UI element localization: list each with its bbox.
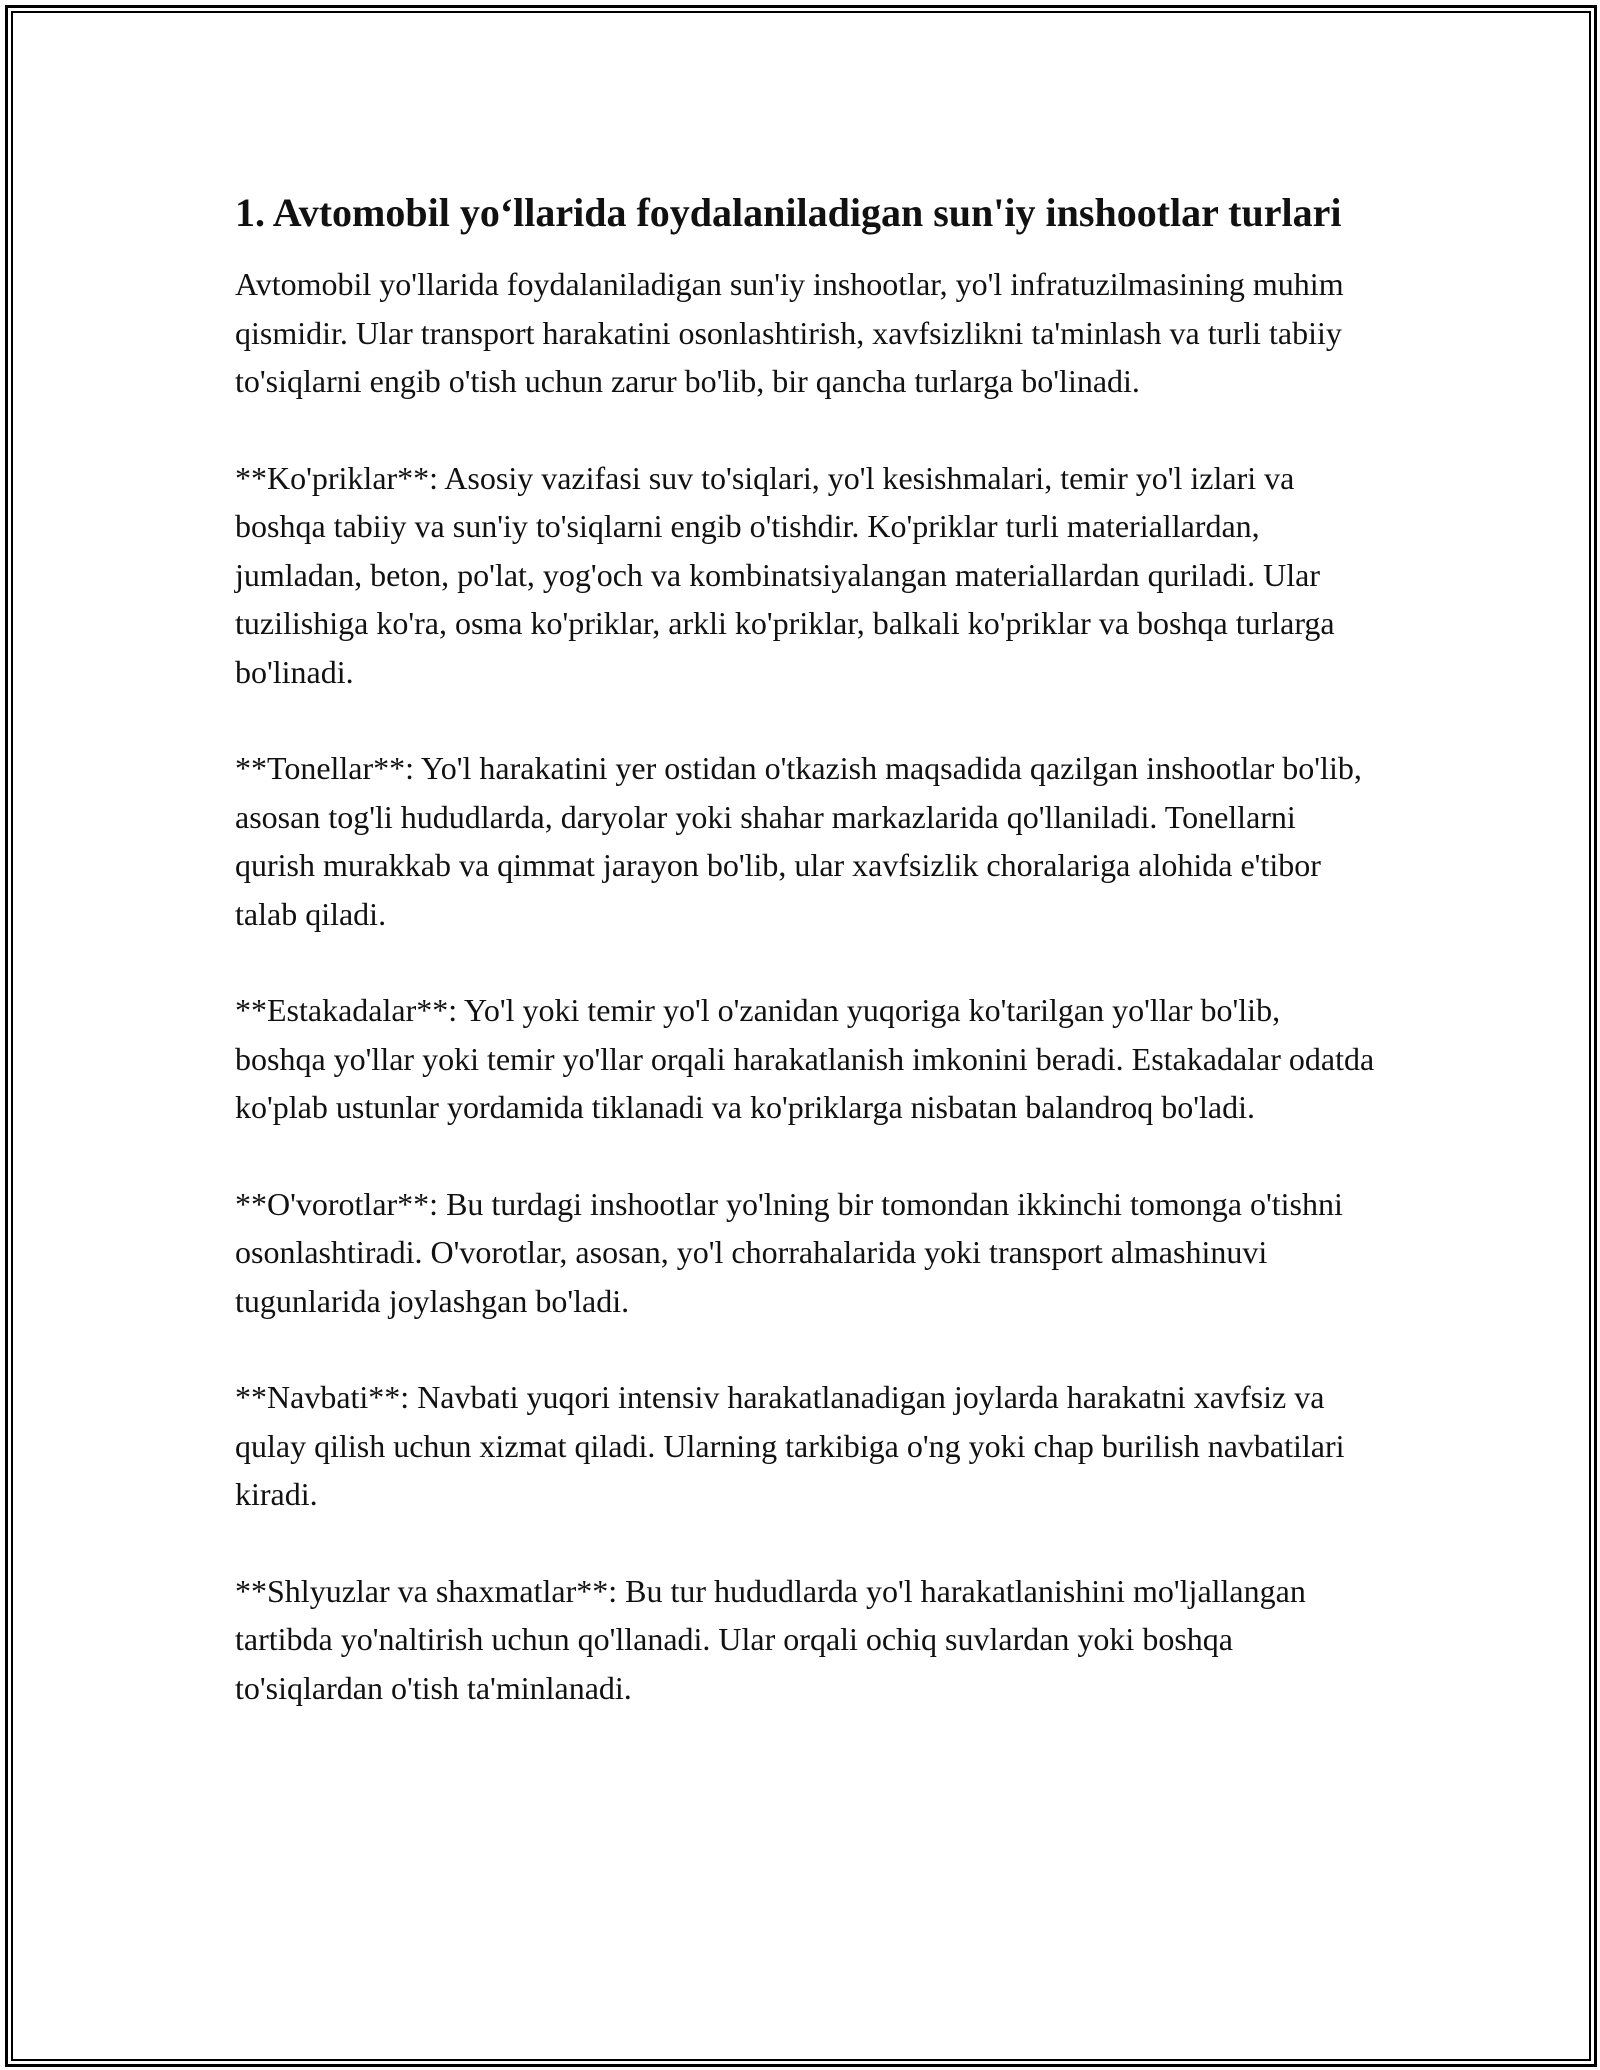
paragraph-queues: **Navbati**: Navbati yuqori intensiv harakatlanadigan joylarda harakatni xavfsiz va qulay qilish uchun xizmat qiladi. Ularning tarkibiga o'ng yoki chap burilish navbatilari kiradi. — [235, 1379, 1345, 1512]
document-body — [235, 186, 1375, 1760]
paragraph-bridges: **Ko'priklar**: Asosiy vazifasi suv to'siqlari, yo'l kesishmalari, temir yo'l izlari va boshqa tabiiy va sun'iy to'siqlarni engib o'tishdir. Ko'priklar turli materiallardan, jumladan, beton, po'lat, yog'och va kombinatsiyalangan materiallardan quriladi. Ular tuzilishiga ko'ra, osma ko'priklar, arkli ko'priklar, balkali ko'priklar va boshqa turlarga bo'linadi. — [235, 459, 1335, 690]
paragraph-tunnels: **Tonellar**: Yo'l harakatini yer ostidan o'tkazish maqsadida qazilgan inshootlar bo'lib, asosan tog'li hududlarda, daryolar yoki shahar markazlarida qo'llaniladi. Tonellarni qurish murakkab va qimmat jarayon bo'lib, ular xavfsizlik choralariga alohida e'tibor talab qiladi. — [235, 750, 1362, 932]
paragraph-intro: Avtomobil yo'llarida foydalaniladigan sun'iy inshootlar, yo'l infratuzilmasining muhim qismidir. Ular transport harakatini osonlashtirish, xavfsizlikni ta'minlash va turli tabiiy to'siqlarni engib o'tish uchun zarur bo'lib, bir qancha turlarga bo'linadi. — [235, 266, 1344, 399]
paragraph-locks: **Shlyuzlar va shaxmatlar**: Bu tur hududlarda yo'l harakatlanishini mo'ljallangan tartibda yo'naltirish uchun qo'llanadi. Ular orqali ochiq suvlardan yoki boshqa to'siqlardan o'tish ta'minlanadi. — [235, 1572, 1306, 1706]
paragraph-turnarounds: **O'vorotlar**: Bu turdagi inshootlar yo'lning bir tomondan ikkinchi tomonga o'tishni osonlashtiradi. O'vorotlar, asosan, yo'l chorrahalarida yoki transport almashinuvi tugunlarida joylashgan bo'ladi. — [235, 1185, 1343, 1319]
document-title: 1. Avtomobil yo‘llarida foydalaniladigan sun'iy inshootlar turlari — [235, 190, 1342, 235]
paragraph-overpasses: **Estakadalar**: Yo'l yoki temir yo'l o'zanidan yuqoriga ko'tarilgan yo'llar bo'lib, boshqa yo'llar yoki temir yo'llar orqali harakatlanish imkonini beradi. Estakadalar odatda ko'plab ustunlar yordamida tiklanadi va ko'priklarga nisbatan balandroq bo'ladi. — [235, 992, 1375, 1125]
